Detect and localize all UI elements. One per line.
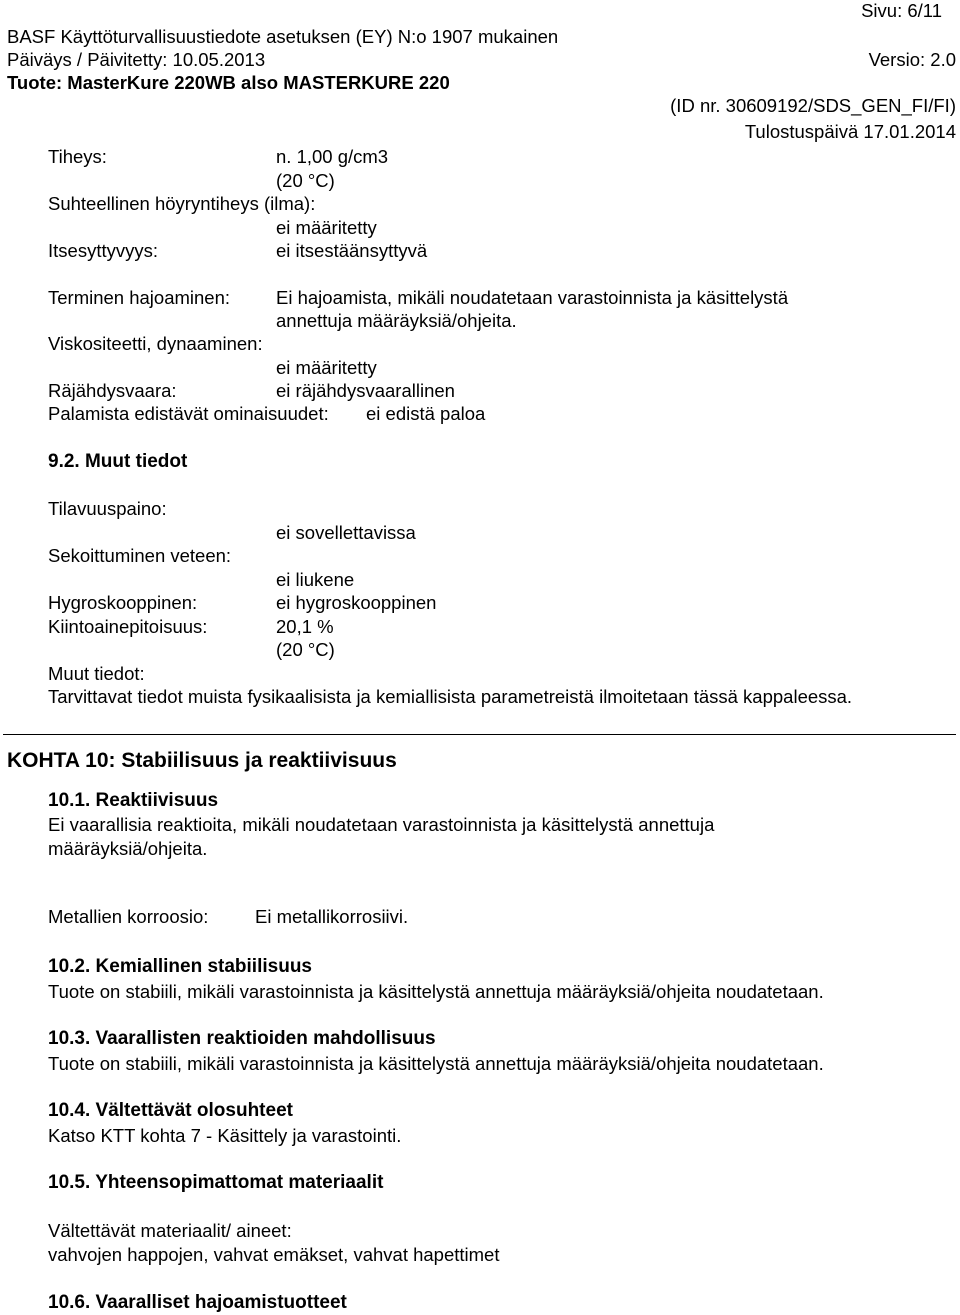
section-9-2-heading: 9.2. Muut tiedot bbox=[48, 451, 188, 472]
density-temperature: (20 °C) bbox=[276, 170, 335, 191]
miscibility-value: ei liukene bbox=[276, 569, 355, 590]
self-ignition-value: ei itsestäänsyttyvä bbox=[276, 240, 428, 261]
decomposition-label: Terminen hajoaminen: bbox=[48, 287, 231, 308]
solids-content-value: 20,1 % bbox=[276, 616, 334, 637]
density-value: n. 1,00 g/cm3 bbox=[276, 146, 389, 167]
explosion-value: ei räjähdysvaarallinen bbox=[276, 380, 455, 401]
section-10-1-heading: 10.1. Reaktiivisuus bbox=[48, 790, 219, 811]
bulk-density-label: Tilavuuspaino: bbox=[48, 498, 167, 519]
document-title: BASF Käyttöturvallisuustiedote asetuksen (EY) N:o 1907 mukainen bbox=[7, 26, 559, 47]
print-date: Tulostuspäivä 17.01.2014 bbox=[744, 121, 956, 142]
conditions-to-avoid-text: Katso KTT kohta 7 - Käsittely ja varastointi. bbox=[48, 1125, 402, 1146]
section-10-6-heading: 10.6. Vaaralliset hajoamistuotteet bbox=[48, 1292, 347, 1313]
vapour-density-value: ei määritetty bbox=[276, 217, 377, 238]
materials-to-avoid-text: vahvojen happojen, vahvat emäkset, vahvat hapettimet bbox=[48, 1244, 500, 1265]
section-10-5-heading: 10.5. Yhteensopimattomat materiaalit bbox=[48, 1172, 384, 1193]
decomposition-value-line2: annettuja määräyksiä/ohjeita. bbox=[276, 310, 517, 331]
reactivity-text-line1: Ei vaarallisia reaktioita, mikäli noudatetaan varastoinnista ja käsittelystä annettuja bbox=[48, 814, 715, 835]
bulk-density-value: ei sovellettavissa bbox=[276, 522, 416, 543]
metal-corrosion-value: Ei metallikorrosiivi. bbox=[255, 906, 409, 927]
section-10-heading: KOHTA 10: Stabiilisuus ja reaktiivisuus bbox=[7, 749, 397, 772]
page-number: Sivu: 6/11 bbox=[861, 0, 942, 21]
revision-date: Päiväys / Päivitetty: 10.05.2013 bbox=[7, 49, 266, 70]
viscosity-value: ei määritetty bbox=[276, 357, 377, 378]
miscibility-label: Sekoittuminen veteen: bbox=[48, 545, 232, 566]
hygroscopic-value: ei hygroskooppinen bbox=[276, 592, 437, 613]
product-name: Tuote: MasterKure 220WB also MASTERKURE 220 bbox=[7, 72, 450, 93]
explosion-label: Räjähdysvaara: bbox=[48, 380, 177, 401]
vapour-density-label: Suhteellinen höyryntiheys (ilma): bbox=[48, 193, 316, 214]
version: Versio: 2.0 bbox=[868, 49, 956, 70]
other-info-value: Tarvittavat tiedot muista fysikaalisista ja kemiallisista parametreistä ilmoitetaan tässä kappaleessa. bbox=[48, 686, 853, 707]
section-10-2-heading: 10.2. Kemiallinen stabiilisuus bbox=[48, 956, 312, 977]
self-ignition-label: Itsesyttyvyys: bbox=[48, 240, 158, 261]
document-id: (ID nr. 30609192/SDS_GEN_FI/FI) bbox=[670, 95, 956, 116]
viscosity-label: Viskositeetti, dynaaminen: bbox=[48, 333, 263, 354]
reactivity-text-line2: määräyksiä/ohjeita. bbox=[48, 838, 208, 859]
fire-promoting-label: Palamista edistävät ominaisuudet: bbox=[48, 403, 329, 424]
other-info-label: Muut tiedot: bbox=[48, 663, 145, 684]
decomposition-value-line1: Ei hajoamista, mikäli noudatetaan varastoinnista ja käsittelystä bbox=[276, 287, 789, 308]
fire-promoting-value: ei edistä paloa bbox=[366, 403, 486, 424]
section-10-4-heading: 10.4. Vältettävät olosuhteet bbox=[48, 1100, 293, 1121]
section-divider bbox=[3, 734, 956, 735]
section-10-3-heading: 10.3. Vaarallisten reaktioiden mahdollisuus bbox=[48, 1028, 436, 1049]
hazardous-reactions-text: Tuote on stabiili, mikäli varastoinnista ja käsittelystä annettuja määräyksiä/ohjeita noudatetaan. bbox=[48, 1053, 824, 1074]
chemical-stability-text: Tuote on stabiili, mikäli varastoinnista ja käsittelystä annettuja määräyksiä/ohjeita noudatetaan. bbox=[48, 981, 824, 1002]
hygroscopic-label: Hygroskooppinen: bbox=[48, 592, 198, 613]
materials-to-avoid-label: Vältettävät materiaalit/ aineet: bbox=[48, 1220, 292, 1241]
solids-content-temperature: (20 °C) bbox=[276, 639, 335, 660]
density-label: Tiheys: bbox=[48, 146, 107, 167]
solids-content-label: Kiintoainepitoisuus: bbox=[48, 616, 208, 637]
metal-corrosion-label: Metallien korroosio: bbox=[48, 906, 209, 927]
